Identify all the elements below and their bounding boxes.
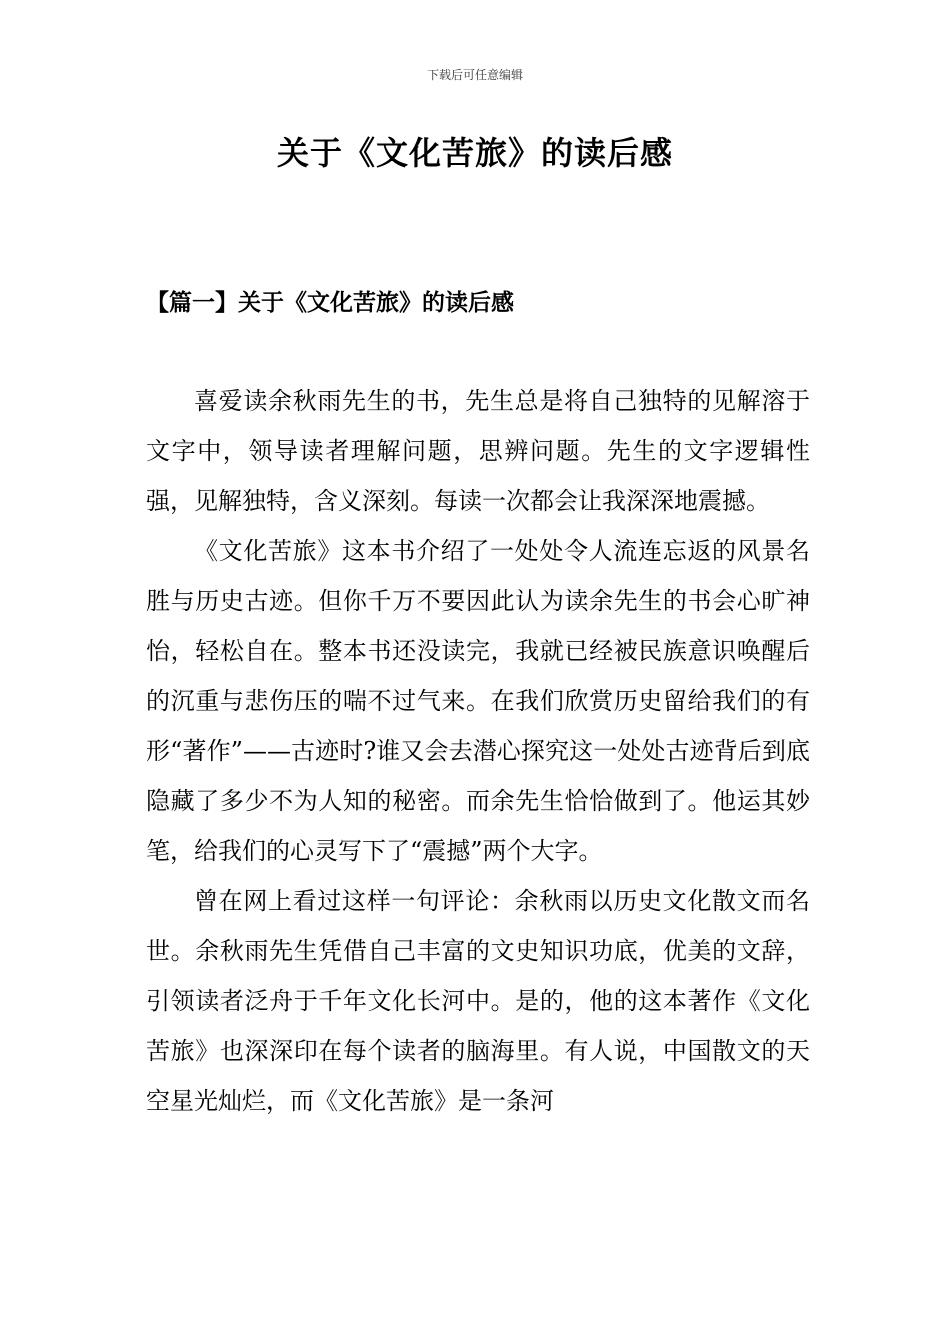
paragraph: 喜爱读余秋雨先生的书，先生总是将自己独特的见解溶于文字中，领导读者理解问题，思辨问题。先生的文字逻辑性强，见解独特，含义深刻。每读一次都会让我深深地震撼。 xyxy=(146,387,810,515)
body-text xyxy=(146,376,810,1126)
header-note: 下载后可任意编辑 xyxy=(426,68,523,82)
section-heading: 【篇一】关于《文化苦旅》的读后感 xyxy=(146,289,514,316)
paragraph: 曾在网上看过这样一句评论：余秋雨以历史文化散文而名世。余秋雨先生凭借自己丰富的文史知识功底，优美的文辞，引领读者泛舟于千年文化长河中。是的，他的这本著作《文化苦旅》也深深印在每个读者的脑海里。有人说，中国散文的天空星光灿烂，而《文化苦旅》是一条河 xyxy=(146,887,810,1115)
paragraph: 《文化苦旅》这本书介绍了一处处令人流连忘返的风景名胜与历史古迹。但你千万不要因此认为读余先生的书会心旷神怡，轻松自在。整本书还没读完，我就已经被民族意识唤醒后的沉重与悲伤压的喘不过气来。在我们欣赏历史留给我们的有形“著作”——古迹时?谁又会去潜心探究这一处处古迹背后到底隐藏了多少不为人知的秘密。而余先生恰恰做到了。他运其妙笔，给我们的心灵写下了“震撼”两个大字。 xyxy=(146,537,810,865)
document-title: 关于《文化苦旅》的读后感 xyxy=(276,134,673,172)
